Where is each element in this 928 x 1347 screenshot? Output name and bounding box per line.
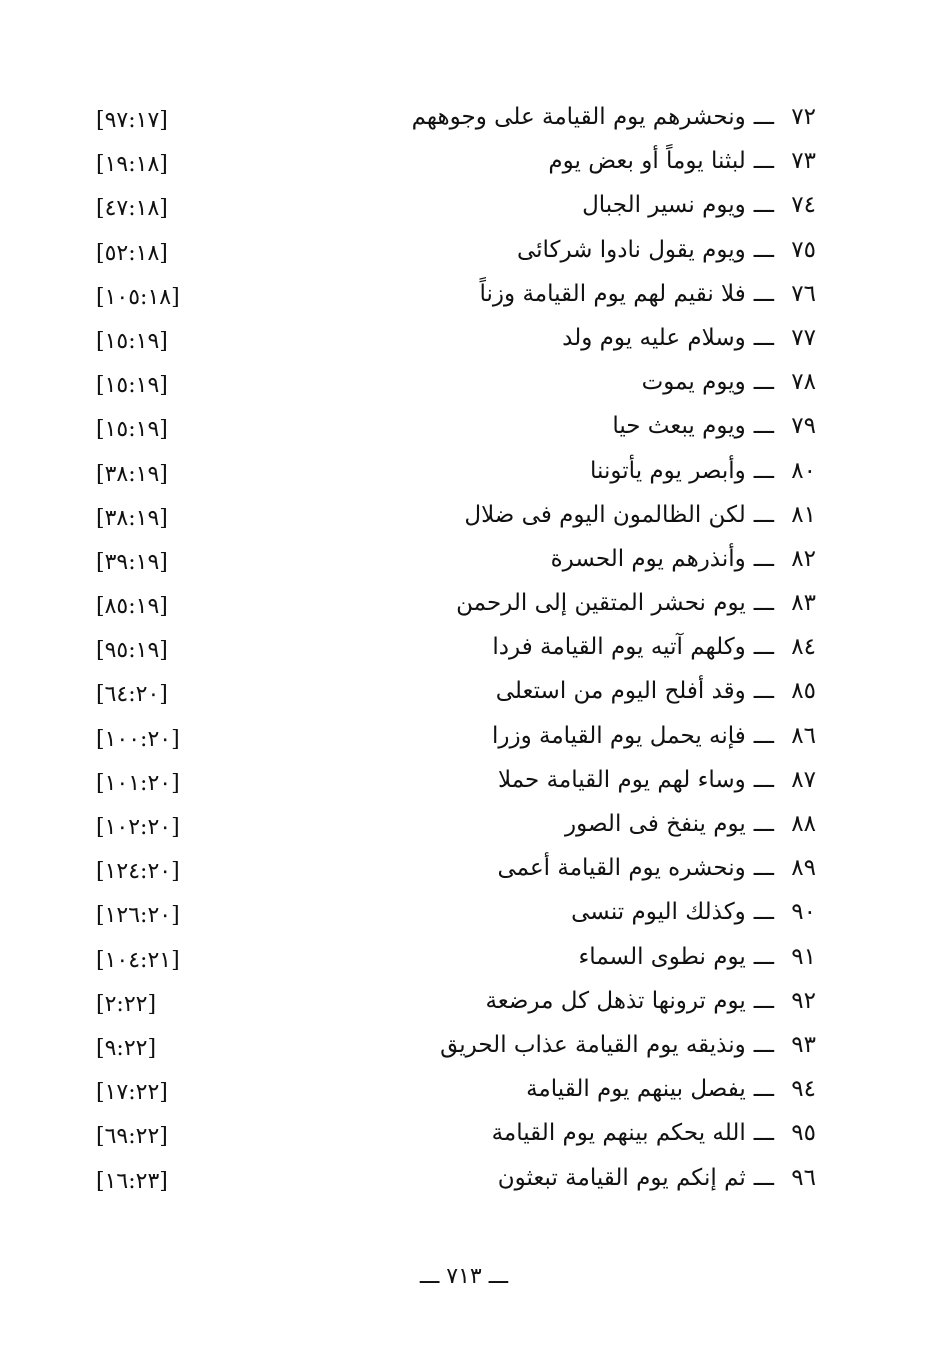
list-item [60,321,840,365]
verse-reference: [١٩:١٨] [96,152,168,178]
list-item [60,984,840,1028]
entry-number: ٩٢ [791,987,816,1014]
list-item [60,630,840,674]
list-item [60,1072,840,1116]
verse-line [464,502,816,528]
entry-number: ٩٥ [791,1120,816,1147]
entry-dash: ـــ [753,899,774,926]
verse-text: وسلام عليه يوم ولد [562,324,746,351]
verse-line [496,678,816,704]
verse-text: يفصل بينهم يوم القيامة [526,1076,746,1103]
entry-dash: ـــ [753,1076,774,1103]
list-item [60,1116,840,1160]
verse-line [571,899,816,925]
verse-text: ونحشره يوم القيامة أعمى [497,855,746,882]
verse-text: وكذلك اليوم تنسى [571,899,746,926]
verse-reference: [٣٩:١٩] [96,549,168,575]
entry-number: ٨٦ [791,722,816,749]
entry-dash: ـــ [753,1120,774,1147]
verse-reference: [٦٤:٢٠] [96,682,168,708]
verse-text: ويوم يموت [641,369,746,396]
verse-line [412,104,816,130]
verse-reference: [٣٨:١٩] [96,505,168,531]
entry-dash: ـــ [753,766,774,793]
entry-number: ٨٤ [791,634,816,661]
entry-dash: ـــ [753,722,774,749]
entry-number: ٩١ [791,943,816,970]
verse-reference: [١٥:١٩] [96,328,168,354]
verse-reference: [١٢٦:٢٠] [96,903,180,929]
verse-text: ويوم يبعث حيا [612,413,746,440]
entry-dash: ـــ [753,811,774,837]
entry-number: ٧٣ [791,148,816,175]
verse-line [517,237,816,263]
verse-line [480,281,816,307]
list-item [60,940,840,984]
verse-reference: [٤٧:١٨] [96,196,168,222]
verse-text: ونحشرهم يوم القيامة على وجوههم [411,104,746,130]
verse-line [498,1165,816,1191]
entry-number: ٧٧ [791,324,816,351]
verse-line [456,590,816,616]
entry-number: ٧٢ [791,104,816,130]
verse-text: وساء لهم يوم القيامة حملا [498,766,746,793]
verse-line [497,855,816,881]
entry-dash: ـــ [753,192,774,219]
verse-reference: [١٠٥:١٨] [96,284,180,310]
entry-number: ٧٤ [791,192,816,219]
entry-dash: ـــ [753,545,774,572]
entry-dash: ـــ [753,236,774,263]
entry-number: ٧٩ [791,413,816,440]
entry-number: ٩٠ [791,899,816,926]
verse-text: وقد أفلح اليوم من استعلى [495,678,746,705]
verse-text: فإنه يحمل يوم القيامة وزرا [491,722,746,749]
verse-line [492,723,816,749]
verse-reference: [٩٧:١٧] [96,108,168,133]
verse-text: يوم نحشر المتقين إلى الرحمن [456,590,746,617]
list-item [60,542,840,586]
entry-dash: ـــ [753,104,774,130]
verse-reference: [٣٨:١٩] [96,461,168,487]
verse-text: ثم إنكم يوم القيامة تبعثون [497,1164,746,1191]
entry-number: ٧٦ [791,280,816,307]
list-item [60,763,840,807]
list-item [60,895,840,939]
list-item [60,365,840,409]
list-item [60,454,840,498]
verse-reference: [٥٢:١٨] [96,240,168,266]
verse-text: وأبصر يوم يأتوننا [590,457,746,484]
verse-text: ويوم نسير الجبال [582,192,746,219]
verse-line [485,988,816,1014]
entry-dash: ـــ [753,678,774,705]
verse-reference: [٩٥:١٩] [96,638,168,664]
list-item [60,1161,840,1205]
verse-reference: [١٦:٢٣] [96,1168,168,1194]
verse-text: لبثنا يوماً أو بعض يوم [548,148,746,175]
verse-reference: [١٢٤:٢٠] [96,859,180,885]
entry-number: ٨٧ [791,766,816,793]
entry-dash: ـــ [753,987,774,1014]
entry-dash: ـــ [753,634,774,661]
entry-number: ٧٨ [791,369,816,396]
verse-line [642,369,816,395]
entry-number: ٨٥ [791,678,816,705]
entry-number: ٩٣ [791,1031,816,1058]
entry-dash: ـــ [753,413,774,440]
entry-dash: ـــ [753,457,774,484]
verse-text: فلا نقيم لهم يوم القيامة وزناً [479,280,746,307]
list-item [60,1028,840,1072]
page-number: ـــ ٧١٣ ـــ [419,1264,509,1289]
verse-line [612,413,816,439]
verse-line [578,944,816,970]
entry-dash: ـــ [753,324,774,351]
verse-text: ويوم يقول نادوا شركائى [516,236,746,263]
verse-line [440,1032,816,1058]
entry-number: ٨٨ [791,811,816,837]
verse-text: ونذيقه يوم القيامة عذاب الحريق [440,1031,746,1058]
verse-line [562,325,816,351]
entry-dash: ـــ [753,855,774,882]
list-item [60,277,840,321]
entry-number: ٩٤ [791,1076,816,1103]
list-item [60,851,840,895]
verse-line [565,811,816,837]
verse-reference: [١٥:١٩] [96,373,168,399]
verse-line [582,192,816,218]
entry-number: ٨٩ [791,855,816,882]
verse-text: وأنذرهم يوم الحسرة [550,545,746,572]
verse-reference: [١٠٤:٢١] [96,947,180,973]
list-item [60,807,840,851]
entry-number: ٨٠ [791,457,816,484]
list-item [60,674,840,718]
verse-line [548,148,816,174]
list-item [60,409,840,453]
entry-dash: ـــ [753,590,774,617]
list-item [60,144,840,188]
verse-reference: [٦٩:٢٢] [96,1124,168,1150]
list-item [60,498,840,542]
list-item [60,586,840,630]
entry-dash: ـــ [753,501,774,528]
list-item [60,233,840,277]
verse-line [498,767,816,793]
list-item [60,719,840,763]
entry-dash: ـــ [753,369,774,396]
verse-line [551,546,816,572]
list-item [60,188,840,232]
verse-text: يوم ينفخ فى الصور [565,811,746,837]
entry-dash: ـــ [753,148,774,175]
verse-reference: [٩:٢٢] [96,1035,157,1061]
verse-reference: [١٠١:٢٠] [96,770,180,796]
entry-number: ٨٣ [791,590,816,617]
entry-number: ٨١ [791,501,816,528]
entry-dash: ـــ [753,1164,774,1191]
entry-dash: ـــ [753,280,774,307]
verse-reference: [١٥:١٩] [96,417,168,443]
verse-text: الله يحكم بينهم يوم القيامة [491,1120,746,1147]
verse-text: يوم نطوى السماء [578,943,746,970]
verse-line [492,634,816,660]
entry-dash: ـــ [753,943,774,970]
list-item [60,100,840,144]
verse-line [590,458,816,484]
verse-reference: [١٠٠:٢٠] [96,726,180,752]
verse-text: يوم ترونها تذهل كل مرضعة [485,987,746,1014]
entry-number: ٩٦ [791,1164,816,1191]
verse-reference: [١٧:٢٢] [96,1080,168,1106]
entry-number: ٧٥ [791,236,816,263]
entry-list [60,100,840,1205]
verse-text: لكن الظالمون اليوم فى ضلال [464,501,746,528]
verse-text: وكلهم آتيه يوم القيامة فردا [492,634,746,661]
verse-reference: [١٠٢:٢٠] [96,815,180,840]
verse-reference: [٨٥:١٩] [96,594,168,620]
verse-line [492,1120,816,1146]
entry-number: ٨٢ [791,545,816,572]
entry-dash: ـــ [753,1031,774,1058]
verse-reference: [٢:٢٢] [96,991,157,1017]
verse-line [526,1076,816,1102]
